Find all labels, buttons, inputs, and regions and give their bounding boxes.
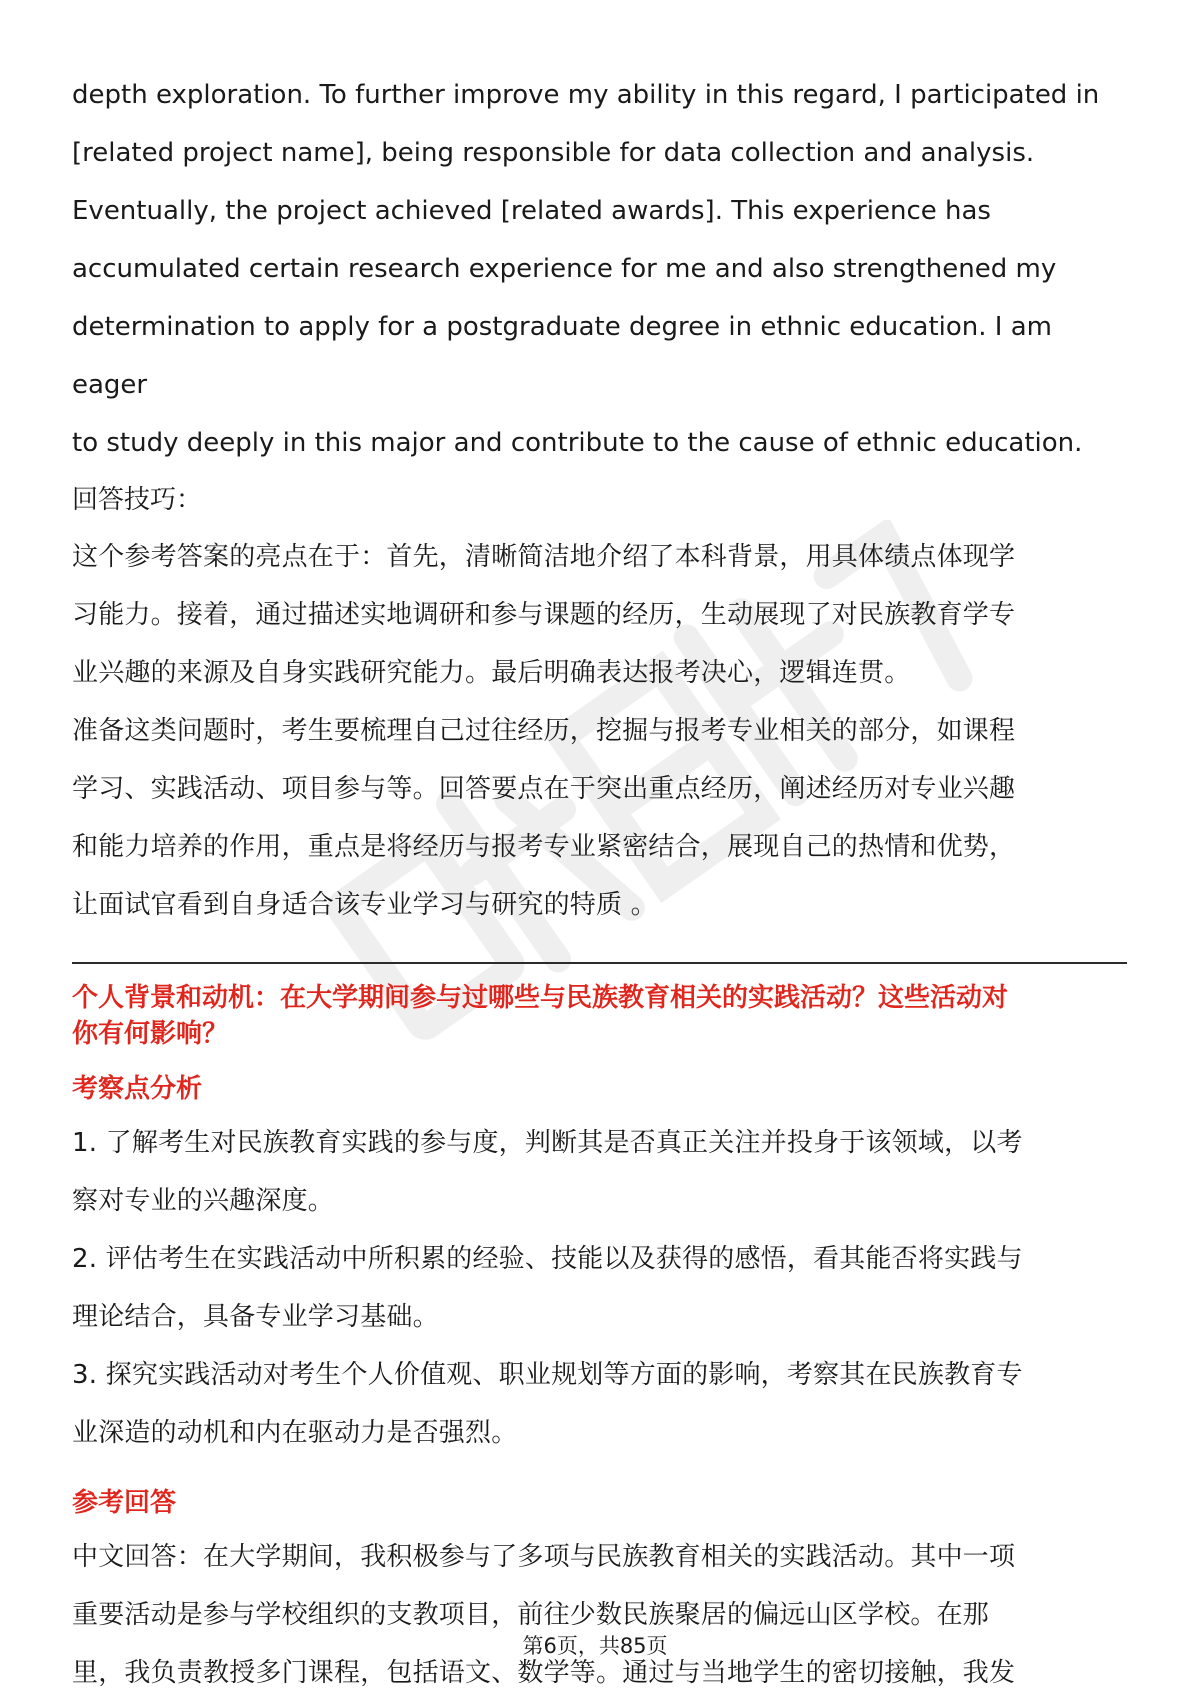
- intro-line: accumulated certain research experience for me and also strengthened my: [72, 254, 1057, 284]
- page-indicator: 第6页，共85页: [522, 1634, 668, 1658]
- analysis-item-line: 1. 了解考生对民族教育实践的参与度，判断其是否真正关注并投身于该领域，以考: [72, 1128, 1023, 1158]
- tips-paragraph-2: [72, 702, 1127, 934]
- reference-answer: [72, 1528, 1127, 1702]
- reference-line: 里，我负责教授多门课程，包括语文、数学等。通过与当地学生的密切接触，我发: [72, 1658, 1016, 1688]
- document-page: [72, 66, 1127, 1702]
- analysis-item-line: 3. 探究实践活动对考生个人价值观、职业规划等方面的影响，考察其在民族教育专: [72, 1360, 1023, 1390]
- intro-line: to study deeply in this major and contribute to the cause of ethnic education.: [72, 428, 1083, 458]
- intro-line: determination to apply for a postgraduate degree in ethnic education. I am eager: [72, 312, 1053, 400]
- analysis-item-line: 业深造的动机和内在驱动力是否强烈。: [72, 1418, 518, 1448]
- analysis-item-line: 理论结合，具备专业学习基础。: [72, 1302, 439, 1332]
- tips-line: 让面试官看到自身适合该专业学习与研究的特质 。: [72, 890, 657, 920]
- tips-paragraph-1: [72, 528, 1127, 702]
- reference-title: 参考回答: [72, 1488, 177, 1518]
- question-heading: [72, 980, 1127, 1052]
- tips-line: 这个参考答案的亮点在于：首先，清晰简洁地介绍了本科背景，用具体绩点体现学: [72, 542, 1016, 572]
- tips-line: 习能力。接着，通过描述实地调研和参与课题的经历，生动展现了对民族教育学专: [72, 600, 1016, 630]
- tips-label: 回答技巧：: [72, 485, 203, 515]
- tips-line: 和能力培养的作用，重点是将经历与报考专业紧密结合，展现自己的热情和优势，: [72, 832, 1016, 862]
- reference-line: 重要活动是参与学校组织的支教项目，前往少数民族聚居的偏远山区学校。在那: [72, 1600, 990, 1630]
- intro-paragraph: [72, 66, 1127, 472]
- intro-line: depth exploration. To further improve my ability in this regard, I participated in: [72, 80, 1100, 110]
- reference-line: 中文回答：在大学期间，我积极参与了多项与民族教育相关的实践活动。其中一项: [72, 1542, 1016, 1572]
- spacer: [72, 1462, 1127, 1478]
- analysis-title: 考察点分析: [72, 1074, 203, 1104]
- question-line: 你有何影响？: [72, 1019, 229, 1049]
- intro-line: [related project name], being responsible for data collection and analysis.: [72, 138, 1035, 168]
- analysis-item-line: 察对专业的兴趣深度。: [72, 1186, 335, 1216]
- tips-line: 学习、实践活动、项目参与等。回答要点在于突出重点经历，阐述经历对专业兴趣: [72, 774, 1016, 804]
- tips-line: 准备这类问题时，考生要梳理自己过往经历，挖掘与报考专业相关的部分，如课程: [72, 716, 1016, 746]
- analysis-list: [72, 1114, 1127, 1462]
- section-divider: [72, 962, 1127, 964]
- tips-line: 业兴趣的来源及自身实践研究能力。最后明确表达报考决心，逻辑连贯。: [72, 658, 911, 688]
- question-line: 个人背景和动机：在大学期间参与过哪些与民族教育相关的实践活动？这些活动对: [72, 983, 1009, 1013]
- analysis-item-line: 2. 评估考生在实践活动中所积累的经验、技能以及获得的感悟，看其能否将实践与: [72, 1244, 1023, 1274]
- intro-line: Eventually, the project achieved [related awards]. This experience has: [72, 196, 991, 226]
